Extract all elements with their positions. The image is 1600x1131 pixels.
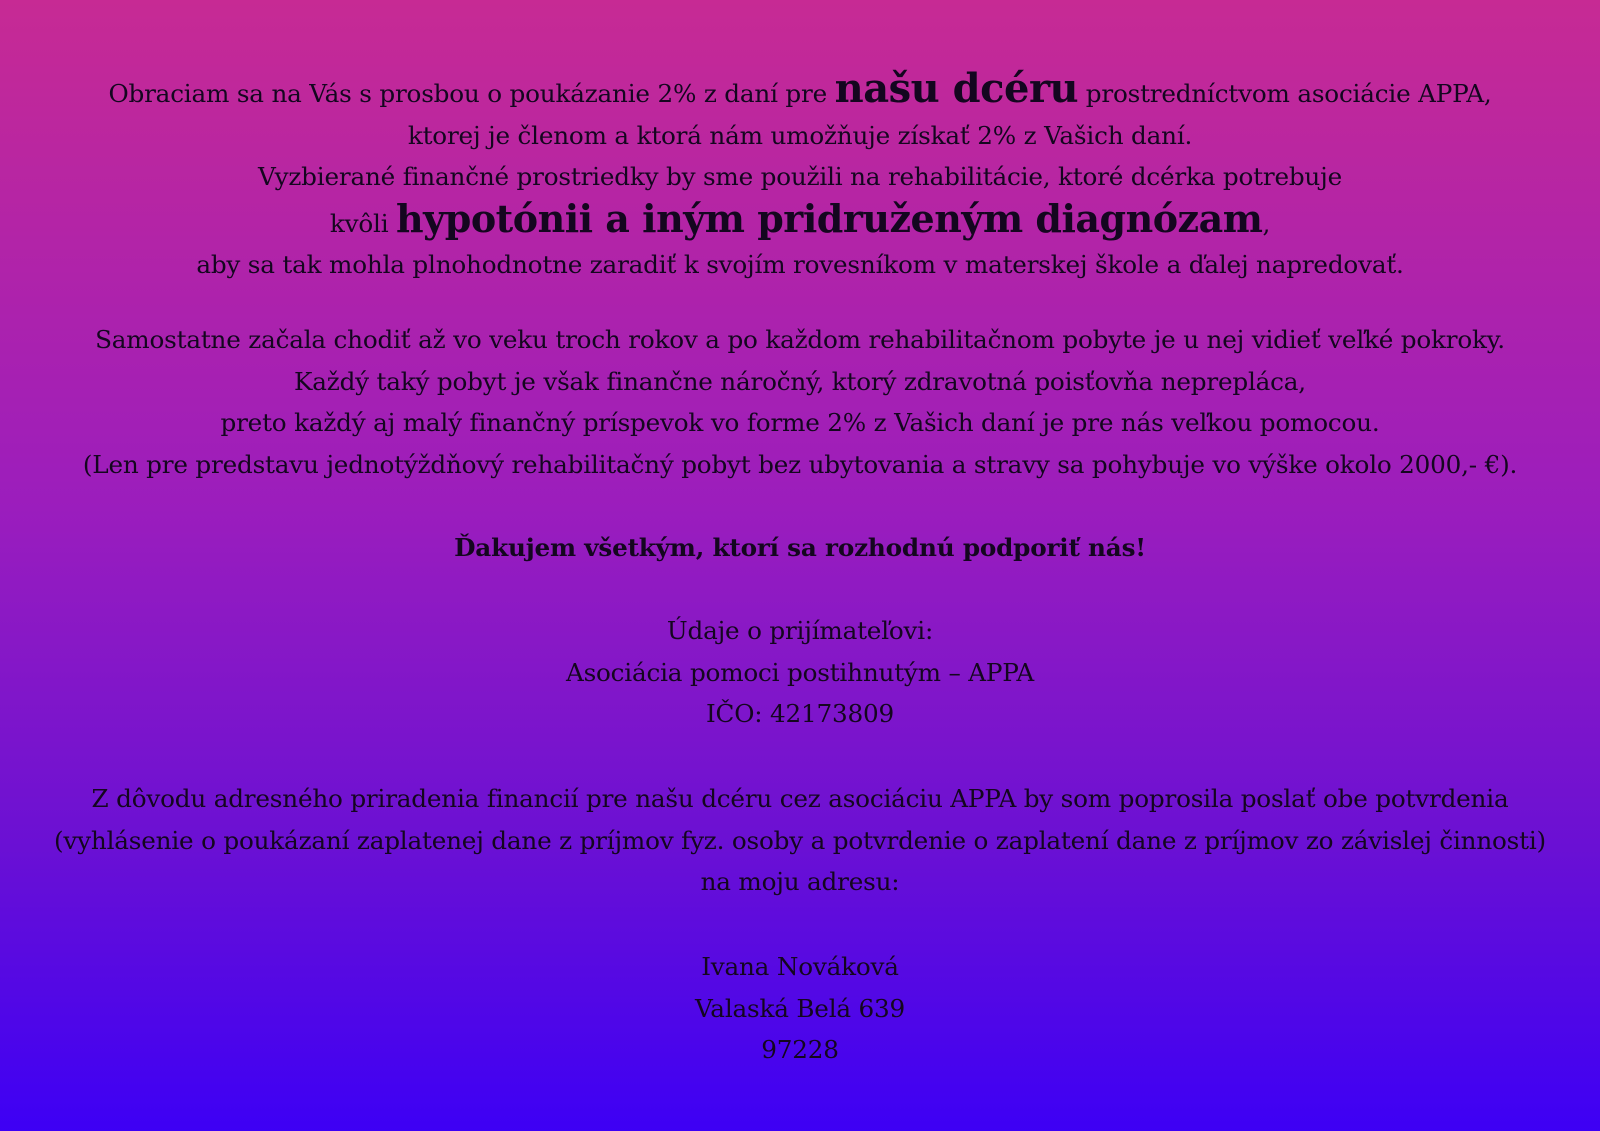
request-line-1: Z dôvodu adresného priradenia financií pre našu dcéru cez asociáciu APPA by som poprosila poslať obe potvrdenia <box>91 784 1509 813</box>
progress-paragraph <box>0 319 1600 485</box>
thanks-paragraph <box>0 527 1600 569</box>
intro-line-4: kvôli hypotónii a iným pridruženým diagnózam, <box>329 195 1271 241</box>
recipient-heading: Údaje o prijímateľovi: <box>666 616 934 645</box>
intro-line-3: Vyzbierané finančné prostriedky by sme použili na rehabilitácie, ktoré dcérka potrebuje <box>258 162 1342 192</box>
progress-line-3: preto každý aj malý finančný príspevok vo forme 2% z Vašich daní je pre nás veľkou pomocou. <box>220 408 1380 438</box>
recipient-info <box>0 610 1600 735</box>
intro-line-5: aby sa tak mohla plnohodnotne zaradiť k svojím rovesníkom v materskej škole a ďalej napredovať. <box>196 250 1404 280</box>
address-zip: 97228 <box>761 1035 839 1065</box>
diagnosis-emphasis: hypotónii a iným pridruženým diagnózam <box>396 195 1263 241</box>
recipient-ico: IČO: 42173809 <box>706 699 894 729</box>
progress-line-2: Každý taký pobyt je však finančne náročný, ktorý zdravotná poisťovňa neprepláca, <box>294 366 1306 396</box>
request-paragraph <box>0 778 1600 903</box>
intro-paragraph <box>0 65 1600 286</box>
request-line-2: (vyhlásenie o poukázaní zaplatenej dane z príjmov fyz. osoby a potvrdenie o zaplatení dane z príjmov zo závislej činnosti) <box>54 825 1546 855</box>
recipient-name: Asociácia pomoci postihnutým – APPA <box>565 657 1035 687</box>
daughter-emphasis: našu dcéru <box>834 65 1079 112</box>
request-line-3: na moju adresu: <box>700 867 900 897</box>
intro-line-1: Obraciam sa na Vás s prosbou o poukázanie 2% z daní pre našu dcéru prostredníctvom asociácie APPA, <box>108 65 1492 112</box>
address-street: Valaská Belá 639 <box>694 993 906 1023</box>
intro-line-2: ktorej je členom a ktorá nám umožňuje získať 2% z Vašich daní. <box>407 120 1193 150</box>
address-name: Ivana Nováková <box>701 952 899 981</box>
progress-line-1: Samostatne začala chodiť až vo veku troch rokov a po každom rehabilitačnom pobyte je u nej vidieť veľké pokroky. <box>95 325 1505 354</box>
thanks-line: Ďakujem všetkým, ktorí sa rozhodnú podporiť nás! <box>454 533 1146 562</box>
address-block <box>0 946 1600 1071</box>
progress-line-4: (Len pre predstavu jednotýždňový rehabilitačný pobyt bez ubytovania a stravy sa pohybuje vo výške okolo 2000,- €). <box>82 449 1518 479</box>
